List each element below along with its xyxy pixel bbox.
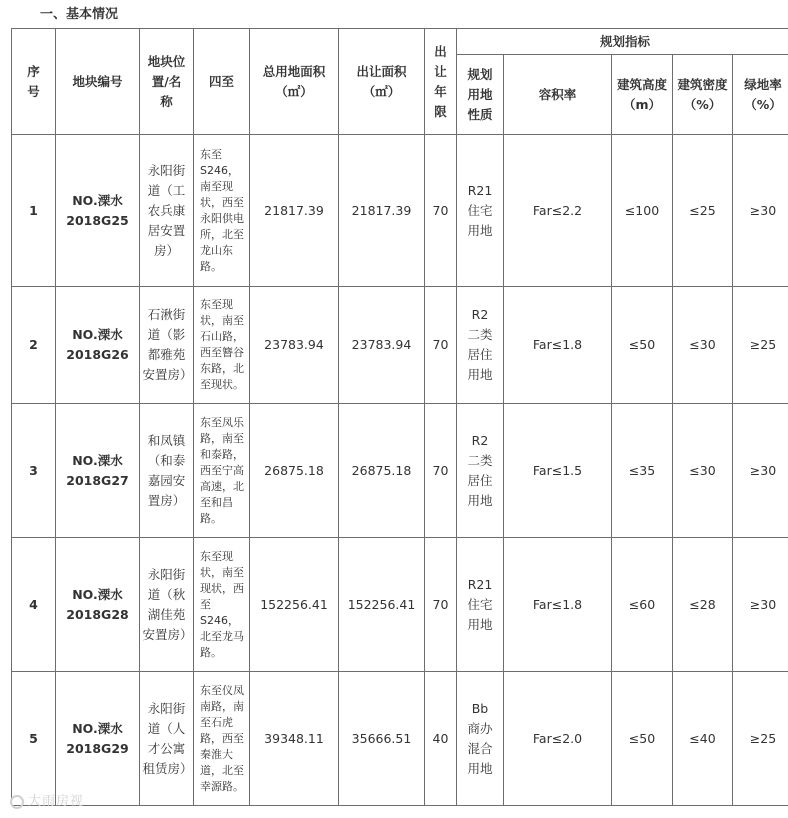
row-transfer-area: 152256.41: [339, 538, 425, 672]
header-code: 地块编号: [56, 29, 140, 135]
row-land-use: Bb商办混合用地: [457, 672, 504, 806]
watermark-logo-icon: [10, 795, 24, 809]
row-land-use: R2二类居住用地: [457, 287, 504, 404]
row-height: ≤35: [612, 404, 673, 538]
row-density: ≤30: [673, 287, 733, 404]
header-total-area: 总用地面积（㎡）: [250, 29, 339, 135]
row-density: ≤40: [673, 672, 733, 806]
row-far: Far≤1.8: [504, 287, 612, 404]
row-years: 40: [425, 672, 457, 806]
table-row: [12, 135, 788, 287]
row-years: 70: [425, 135, 457, 287]
watermark: [10, 790, 84, 809]
header-seq: 序号: [12, 29, 56, 135]
section-title: 一、基本情况: [40, 7, 119, 22]
row-location: 永阳街道（人才公寓租赁房）: [140, 672, 194, 806]
header-density: 建筑密度（%）: [673, 55, 733, 135]
row-green: ≥25: [733, 672, 788, 806]
row-total-area: 152256.41: [250, 538, 339, 672]
row-transfer-area: 23783.94: [339, 287, 425, 404]
header-years: 出让年限: [425, 29, 457, 135]
row-seq: 4: [12, 538, 56, 672]
row-seq: 1: [12, 135, 56, 287]
table-row: [12, 672, 788, 806]
header-transfer-area: 出让面积（㎡）: [339, 29, 425, 135]
row-location: 永阳街道（工农兵康居安置房）: [140, 135, 194, 287]
row-boundary: 东至现状，南至石山路，西至簪谷东路，北至现状。: [194, 287, 250, 404]
row-boundary: 东至仪凤南路，南至石虎路，西至秦淮大道，北至幸源路。: [194, 672, 250, 806]
row-seq: 2: [12, 287, 56, 404]
row-total-area: 23783.94: [250, 287, 339, 404]
header-planning: 规划指标: [457, 29, 788, 55]
row-total-area: 21817.39: [250, 135, 339, 287]
row-years: 70: [425, 404, 457, 538]
row-code: NO.溧水2018G28: [56, 538, 140, 672]
row-land-use: R21住宅用地: [457, 135, 504, 287]
table-row: [12, 287, 788, 404]
watermark-text: 大雨房视: [28, 794, 85, 809]
row-transfer-area: 21817.39: [339, 135, 425, 287]
row-green: ≥25: [733, 287, 788, 404]
row-far: Far≤2.0: [504, 672, 612, 806]
row-seq: 5: [12, 672, 56, 806]
table-row: [12, 404, 788, 538]
header-height: 建筑高度（m）: [612, 55, 673, 135]
row-code: NO.溧水2018G29: [56, 672, 140, 806]
table-row: [12, 538, 788, 672]
row-height: ≤60: [612, 538, 673, 672]
row-location: 石湫街道（影都雅苑安置房）: [140, 287, 194, 404]
row-green: ≥30: [733, 538, 788, 672]
row-far: Far≤1.8: [504, 538, 612, 672]
row-far: Far≤1.5: [504, 404, 612, 538]
row-height: ≤50: [612, 672, 673, 806]
row-total-area: 26875.18: [250, 404, 339, 538]
row-green: ≥30: [733, 135, 788, 287]
row-land-use: R21住宅用地: [457, 538, 504, 672]
header-green: 绿地率（%）: [733, 55, 788, 135]
header-far: 容积率: [504, 55, 612, 135]
row-height: ≤100: [612, 135, 673, 287]
row-location: 和凤镇（和泰嘉园安置房）: [140, 404, 194, 538]
land-parcel-table: [11, 28, 788, 806]
row-transfer-area: 26875.18: [339, 404, 425, 538]
row-code: NO.溧水2018G25: [56, 135, 140, 287]
row-seq: 3: [12, 404, 56, 538]
row-location: 永阳街道（秋湖佳苑安置房）: [140, 538, 194, 672]
row-boundary: 东至S246，南至现状，西至永阳供电所，北至龙山东路。: [194, 135, 250, 287]
row-code: NO.溧水2018G27: [56, 404, 140, 538]
row-density: ≤30: [673, 404, 733, 538]
row-total-area: 39348.11: [250, 672, 339, 806]
row-land-use: R2二类居住用地: [457, 404, 504, 538]
row-boundary: 东至凤乐路，南至和泰路，西至宁高高速，北至和昌路。: [194, 404, 250, 538]
row-green: ≥30: [733, 404, 788, 538]
row-density: ≤25: [673, 135, 733, 287]
row-far: Far≤2.2: [504, 135, 612, 287]
row-years: 70: [425, 538, 457, 672]
row-transfer-area: 35666.51: [339, 672, 425, 806]
row-years: 70: [425, 287, 457, 404]
header-boundary: 四至: [194, 29, 250, 135]
header-location: 地块位置/名称: [140, 29, 194, 135]
row-height: ≤50: [612, 287, 673, 404]
header-land-use: 规划用地性质: [457, 55, 504, 135]
row-boundary: 东至现状，南至现状，西至S246，北至龙马路。: [194, 538, 250, 672]
row-density: ≤28: [673, 538, 733, 672]
row-code: NO.溧水2018G26: [56, 287, 140, 404]
